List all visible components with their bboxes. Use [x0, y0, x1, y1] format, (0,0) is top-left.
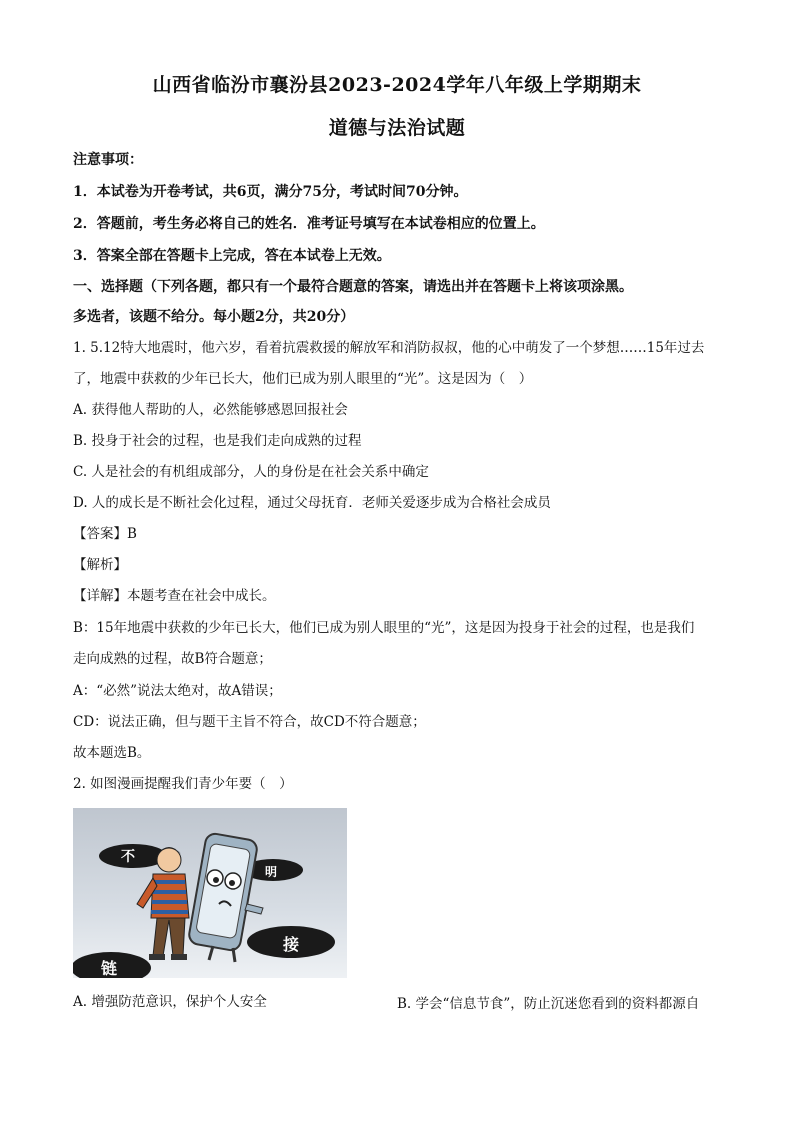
- q1-explain-a: A：“必然”说法太绝对，故A错误；: [73, 683, 282, 699]
- exam-title-line2: 道德与法治试题: [328, 117, 466, 139]
- q1-stem-line2: 了，地震中获救的少年已长大，他们已成为别人眼里的“光”。这是因为（ ）: [73, 371, 533, 387]
- q1-option-d: D. 人的成长是不断社会化过程，通过父母抚育．老师关爱逐步成为合格社会成员: [73, 495, 551, 511]
- q1-answer: 【答案】B: [73, 526, 137, 542]
- comic-label-lian: 链: [101, 959, 118, 978]
- comic-label-ming: 明: [265, 865, 278, 879]
- notice-item-1: 1．本试卷为开卷考试，共6页，满分75分，考试时间70分钟。: [73, 184, 468, 200]
- q1-analysis-label: 【解析】: [73, 557, 127, 573]
- q1-explain-line2: 走向成熟的过程，故B符合题意；: [73, 651, 272, 667]
- q1-conclusion: 故本题选B。: [73, 745, 151, 761]
- q2-option-b: B. 学会“信息节食”，防止沉迷您看到的资料都源自: [397, 996, 700, 1012]
- q1-explain-cd: CD：说法正确，但与题干主旨不符合，故CD不符合题意；: [73, 714, 426, 730]
- comic-illustration: [73, 808, 347, 978]
- q2-option-a: A. 增强防范意识，保护个人安全: [73, 994, 267, 1010]
- section1-heading-line2: 多选者，该题不给分。每小题2分，共20分）: [73, 309, 355, 325]
- comic-label-jie: 接: [283, 935, 300, 954]
- notice-item-2: 2．答题前，考生务必将自己的姓名．准考证号填写在本试卷相应的位置上。: [73, 216, 545, 232]
- exam-title-line1: 山西省临汾市襄汾县2023-2024学年八年级上学期期末: [152, 74, 642, 96]
- notice-item-3: 3．答案全部在答题卡上完成，答在本试卷上无效。: [73, 248, 391, 264]
- notice-heading: 注意事项：: [73, 152, 143, 168]
- q1-option-b: B. 投身于社会的过程，也是我们走向成熟的过程: [73, 433, 362, 449]
- section1-heading-line1: 一、选择题（下列各题，都只有一个最符合题意的答案，请选出并在答题卡上将该项涂黑。: [73, 279, 633, 295]
- q1-detail: 【详解】本题考查在社会中成长。: [73, 588, 276, 604]
- q2-stem: 2. 如图漫画提醒我们青少年要（ ）: [73, 776, 293, 792]
- q1-option-c: C. 人是社会的有机组成部分，人的身份是在社会关系中确定: [73, 464, 429, 480]
- q1-stem-line1: 1. 5.12特大地震时，他六岁，看着抗震救援的解放军和消防叔叔，他的心中萌发了一个梦想……15年过去: [73, 340, 705, 356]
- q1-explain-line1: B：15年地震中获救的少年已长大，他们已成为别人眼里的“光”，这是因为投身于社会的过程，也是我们: [73, 620, 695, 636]
- comic-label-bu: 不: [121, 849, 135, 865]
- q1-option-a: A. 获得他人帮助的人，必然能够感恩回报社会: [73, 402, 348, 418]
